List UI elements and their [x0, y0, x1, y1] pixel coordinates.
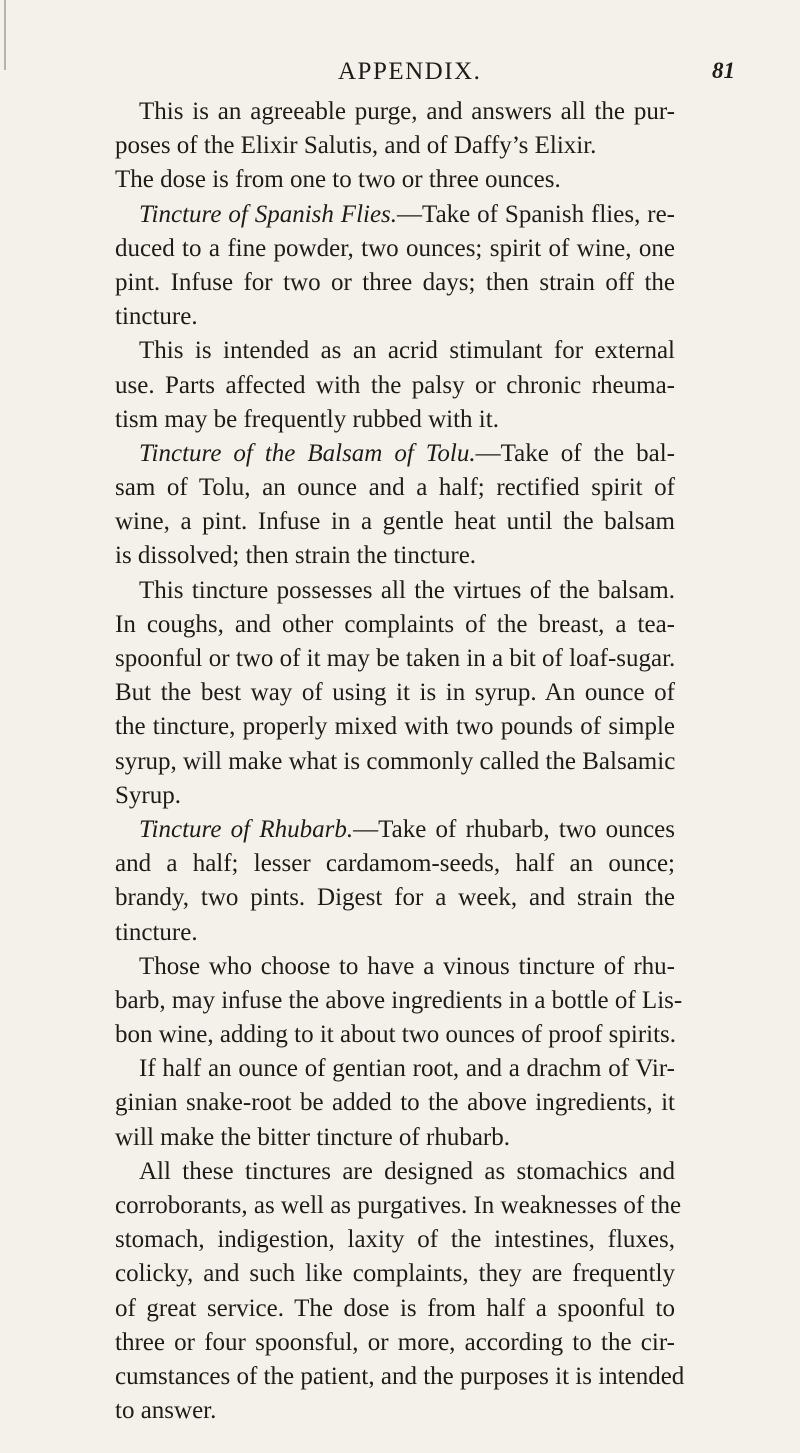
line-text: —Take of Spanish flies, re- — [397, 200, 675, 228]
line-text: This is an agreeable purge, and answers all the pur- — [139, 98, 675, 125]
page-number: 81 — [712, 58, 735, 83]
text-line — [115, 642, 675, 676]
line-text: corroborants, as well as purgatives. In weaknesses of the — [115, 1192, 682, 1219]
text-line — [115, 539, 675, 573]
line-text: to answer. — [115, 1397, 217, 1425]
text-line — [115, 950, 675, 984]
text-line — [115, 1052, 675, 1086]
text-line — [115, 334, 675, 368]
line-text: But the best way of using it is in syrup. An ounce of — [115, 679, 675, 707]
line-text: duced to a fine powder, two ounces; spirit of wine, one — [115, 234, 675, 262]
line-text: In coughs, and other complaints of the breast, a tea- — [115, 610, 675, 638]
line-text: ginian snake-root be added to the above ingredients, it — [115, 1089, 675, 1117]
line-text: poses of the Elixir Salutis, and of Daffy’s Elixir. — [115, 132, 597, 160]
line-text: Syrup. — [115, 781, 181, 809]
line-text: pint. Infuse for two or three days; then strain off the — [115, 268, 675, 296]
text-line — [115, 1360, 685, 1394]
text-line — [115, 198, 675, 232]
line-text: tincture. — [115, 918, 198, 946]
text-line — [115, 1189, 682, 1223]
text-line — [115, 437, 675, 471]
line-text: This tincture possesses all the virtues of the balsam. — [139, 576, 675, 604]
text-line — [115, 1394, 675, 1428]
text-line — [115, 1326, 675, 1360]
text-line — [115, 1018, 675, 1052]
text-line — [115, 1086, 675, 1120]
text-line — [115, 574, 675, 608]
text-line — [115, 1223, 675, 1257]
line-text: This is intended as an acrid stimulant for external — [139, 337, 675, 365]
line-text: colicky, and such like complaints, they are frequently — [115, 1260, 675, 1288]
line-text: spoonful or two of it may be taken in a bit of loaf-sugar. — [115, 645, 676, 672]
line-text: The dose is from one to two or three ounces. — [115, 166, 561, 194]
text-line — [115, 163, 675, 197]
text-line — [115, 1292, 675, 1326]
text-line — [115, 916, 675, 950]
line-text: —Take of the bal- — [475, 439, 676, 467]
line-text: sam of Tolu, an ounce and a half; rectified spirit of — [115, 474, 675, 502]
recipe-heading: Tincture of Spanish Flies. — [139, 200, 398, 228]
text-line — [115, 95, 675, 129]
line-text: barb, may infuse the above ingredients in a bottle of Lis- — [115, 986, 683, 1014]
recipe-heading: Tincture of the Balsam of Tolu. — [139, 439, 476, 467]
text-line — [115, 300, 675, 334]
text-line — [115, 1155, 675, 1189]
body-text — [115, 95, 685, 1428]
text-line — [115, 232, 675, 266]
line-text: tism may be frequently rubbed with it. — [115, 405, 499, 433]
line-text: All these tinctures are designed as stomachics and — [139, 1157, 675, 1185]
line-text: three or four spoonsful, or more, according to the cir- — [115, 1328, 675, 1356]
text-line — [115, 676, 675, 710]
text-line — [115, 129, 675, 163]
text-line — [115, 745, 675, 779]
line-text: syrup, will make what is commonly called the Balsamic — [115, 747, 676, 775]
line-text: of great service. The dose is from half a spoonful to — [115, 1294, 675, 1322]
text-line — [115, 266, 675, 300]
line-text: cumstances of the patient, and the purposes it is intended — [115, 1362, 685, 1390]
line-text: tincture. — [115, 303, 198, 331]
line-text: will make the bitter tincture of rhubarb. — [115, 1123, 511, 1151]
recipe-heading: Tincture of Rhubarb. — [139, 815, 354, 843]
line-text: brandy, two pints. Digest for a week, and strain the — [115, 884, 675, 912]
text-line — [115, 505, 675, 539]
text-line — [115, 813, 675, 847]
text-line — [115, 608, 675, 642]
text-line — [115, 1257, 675, 1291]
text-line — [115, 471, 675, 505]
line-text: use. Parts affected with the palsy or chronic rheuma- — [115, 371, 675, 399]
line-text: wine, a pint. Infuse in a gentle heat until the balsam — [115, 508, 675, 536]
running-head-title: APPENDIX. — [338, 58, 482, 85]
line-text: bon wine, adding to it about two ounces of proof spirits. — [115, 1021, 677, 1049]
text-line — [115, 881, 675, 915]
running-head — [0, 58, 800, 88]
text-line — [115, 984, 683, 1018]
line-text: is dissolved; then strain the tincture. — [115, 542, 477, 570]
text-line — [115, 847, 675, 881]
line-text: stomach, indigestion, laxity of the intestines, fluxes, — [115, 1226, 675, 1254]
line-text: —Take of rhubarb, two ounces — [353, 815, 676, 843]
text-line — [115, 710, 675, 744]
line-text: If half an ounce of gentian root, and a drachm of Vir- — [139, 1055, 675, 1083]
text-line — [115, 403, 675, 437]
text-line — [115, 1121, 675, 1155]
text-line — [115, 369, 675, 403]
line-text: Those who choose to have a vinous tincture of rhu- — [139, 952, 675, 980]
line-text: the tincture, properly mixed with two pounds of simple — [115, 713, 675, 741]
line-text: and a half; lesser cardamom-seeds, half an ounce; — [115, 850, 675, 878]
text-line — [115, 779, 675, 813]
